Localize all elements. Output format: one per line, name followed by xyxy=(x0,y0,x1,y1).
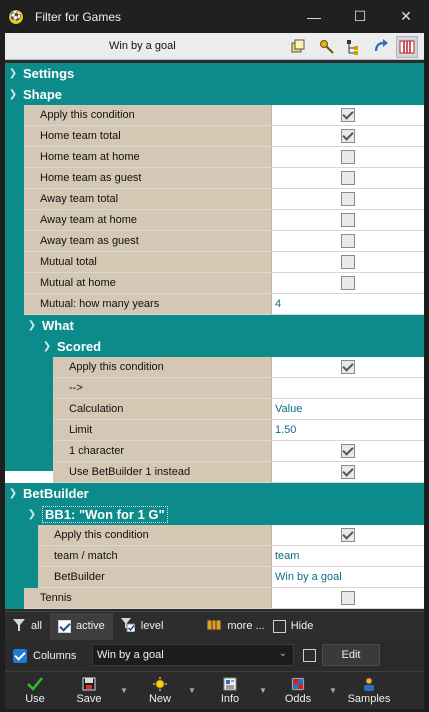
scored-row-use-betbuilder: Use BetBuilder 1 instead xyxy=(53,462,424,483)
filter-window xyxy=(5,33,424,709)
funnel-icon xyxy=(13,619,25,634)
use-button[interactable]: Use xyxy=(19,672,51,710)
home-at-home-checkbox[interactable] xyxy=(341,150,355,164)
filter-name: Win by a goal xyxy=(109,40,176,52)
chevron-down-icon: ❯ xyxy=(8,488,18,499)
save-dropdown-icon[interactable]: ▼ xyxy=(120,686,128,695)
hide-checkbox[interactable] xyxy=(273,620,286,633)
shape-row-mutual-total: Mutual total xyxy=(24,252,424,273)
info-document-icon xyxy=(223,677,237,693)
indent-bar xyxy=(5,105,24,471)
chevron-down-icon: ❯ xyxy=(8,89,18,100)
tree-structure-icon[interactable] xyxy=(342,36,364,58)
shape-row-away-total: Away team total xyxy=(24,189,424,210)
shape-row-away-at-home: Away team at home xyxy=(24,210,424,231)
mutual-at-home-checkbox[interactable] xyxy=(341,276,355,290)
window-controls xyxy=(291,0,429,33)
columns-combo[interactable]: Win by a goal ⌄ xyxy=(92,644,294,666)
group-shape[interactable]: ❯ Shape xyxy=(5,84,424,105)
info-dropdown-icon[interactable]: ▼ xyxy=(259,686,267,695)
chevron-down-icon: ❯ xyxy=(42,341,52,352)
filter-bar xyxy=(5,611,424,640)
level-filter-button[interactable]: level xyxy=(113,613,172,640)
odds-table-icon xyxy=(291,677,305,693)
bb1-apply-checkbox[interactable] xyxy=(341,528,355,542)
mutual-total-checkbox[interactable] xyxy=(341,255,355,269)
scored-row-calculation: Calculation Value xyxy=(53,399,424,420)
one-character-checkbox[interactable] xyxy=(341,444,355,458)
more-button[interactable]: more ... xyxy=(199,613,272,640)
condition-tree xyxy=(5,63,424,609)
indent-bar xyxy=(39,357,53,471)
filter-header xyxy=(5,33,424,60)
group-settings[interactable]: ❯ Settings xyxy=(5,63,424,84)
minimize-icon[interactable]: — xyxy=(307,8,321,25)
person-icon xyxy=(362,677,376,693)
columns-view-icon[interactable] xyxy=(396,36,418,58)
scored-row-limit: Limit 1.50 xyxy=(53,420,424,441)
home-as-guest-checkbox[interactable] xyxy=(341,171,355,185)
columns-extra-checkbox[interactable] xyxy=(303,649,316,662)
away-total-checkbox[interactable] xyxy=(341,192,355,206)
odds-dropdown-icon[interactable]: ▼ xyxy=(329,686,337,695)
away-as-guest-checkbox[interactable] xyxy=(341,234,355,248)
shape-row-apply: Apply this condition xyxy=(24,105,424,126)
active-checkbox-icon xyxy=(58,620,71,633)
title-bar xyxy=(0,0,429,33)
chevron-down-icon: ⌄ xyxy=(278,648,287,659)
shape-row-home-at-home: Home team at home xyxy=(24,147,424,168)
group-scored[interactable]: ❯ Scored xyxy=(39,336,424,357)
key-icon[interactable] xyxy=(316,36,338,58)
shape-row-mutual-years: Mutual: how many years 4 xyxy=(24,294,424,315)
samples-button[interactable]: Samples xyxy=(345,672,393,710)
redo-arrow-icon[interactable] xyxy=(370,36,392,58)
apply-checkbox[interactable] xyxy=(341,108,355,122)
indent-bar xyxy=(24,525,38,588)
shape-row-home-total: Home team total xyxy=(24,126,424,147)
edit-button[interactable]: Edit xyxy=(322,644,380,666)
indent-bar xyxy=(5,504,24,609)
window-title: Filter for Games xyxy=(35,9,122,24)
group-bb1[interactable]: ❯ BB1: "Won for 1 G" xyxy=(24,504,424,525)
active-filter-button[interactable]: active xyxy=(50,613,113,640)
more-columns-icon xyxy=(207,619,221,634)
bb1-row-team-match: team / match team xyxy=(38,546,424,567)
bb1-row-betbuilder: BetBuilder Win by a goal xyxy=(38,567,424,588)
chevron-down-icon: ❯ xyxy=(27,320,37,331)
copy-icon[interactable] xyxy=(287,36,309,58)
betbuilder-value[interactable]: Win by a goal xyxy=(272,567,424,587)
scored-apply-checkbox[interactable] xyxy=(341,360,355,374)
group-betbuilder[interactable]: ❯ BetBuilder xyxy=(5,483,424,504)
mutual-years-value[interactable]: 4 xyxy=(272,294,424,314)
away-at-home-checkbox[interactable] xyxy=(341,213,355,227)
columns-row xyxy=(5,641,424,670)
calculation-value[interactable]: Value xyxy=(272,399,424,419)
new-dropdown-icon[interactable]: ▼ xyxy=(188,686,196,695)
chevron-right-icon: ❯ xyxy=(8,68,18,79)
new-button[interactable]: New xyxy=(143,672,177,710)
shape-row-home-as-guest: Home team as guest xyxy=(24,168,424,189)
betbuilder-row-tennis: Tennis xyxy=(24,588,424,609)
limit-value[interactable]: 1.50 xyxy=(272,420,424,440)
home-total-checkbox[interactable] xyxy=(341,129,355,143)
info-button[interactable]: Info xyxy=(214,672,246,710)
close-icon[interactable]: ✕ xyxy=(400,8,412,24)
scored-row-1-character: 1 character xyxy=(53,441,424,462)
floppy-disk-icon xyxy=(82,677,96,693)
chevron-down-icon: ❯ xyxy=(27,509,37,520)
columns-checkbox[interactable] xyxy=(13,649,27,663)
use-betbuilder-checkbox[interactable] xyxy=(341,465,355,479)
shape-row-away-as-guest: Away team as guest xyxy=(24,231,424,252)
all-filter-button[interactable]: all xyxy=(5,613,50,640)
odds-button[interactable]: Odds xyxy=(281,672,315,710)
save-button[interactable]: Save xyxy=(73,672,105,710)
funnel-check-icon xyxy=(121,618,135,635)
bottom-toolbar xyxy=(5,671,424,709)
scored-row-arrow: --> xyxy=(53,378,424,399)
bb1-row-apply: Apply this condition xyxy=(38,525,424,546)
group-what[interactable]: ❯ What xyxy=(24,315,424,336)
tennis-checkbox[interactable] xyxy=(341,591,355,605)
columns-label: Columns xyxy=(33,649,77,662)
checkmark-icon xyxy=(27,677,43,693)
scored-row-apply: Apply this condition xyxy=(53,357,424,378)
shape-row-mutual-at-home: Mutual at home xyxy=(24,273,424,294)
sun-new-icon xyxy=(153,677,167,693)
maximize-icon[interactable]: ☐ xyxy=(353,8,367,24)
indent-bar xyxy=(24,336,39,471)
team-match-value[interactable]: team xyxy=(272,546,424,566)
app-logo-icon: ⚽ xyxy=(8,9,24,25)
hide-toggle[interactable]: Hide xyxy=(273,613,322,640)
